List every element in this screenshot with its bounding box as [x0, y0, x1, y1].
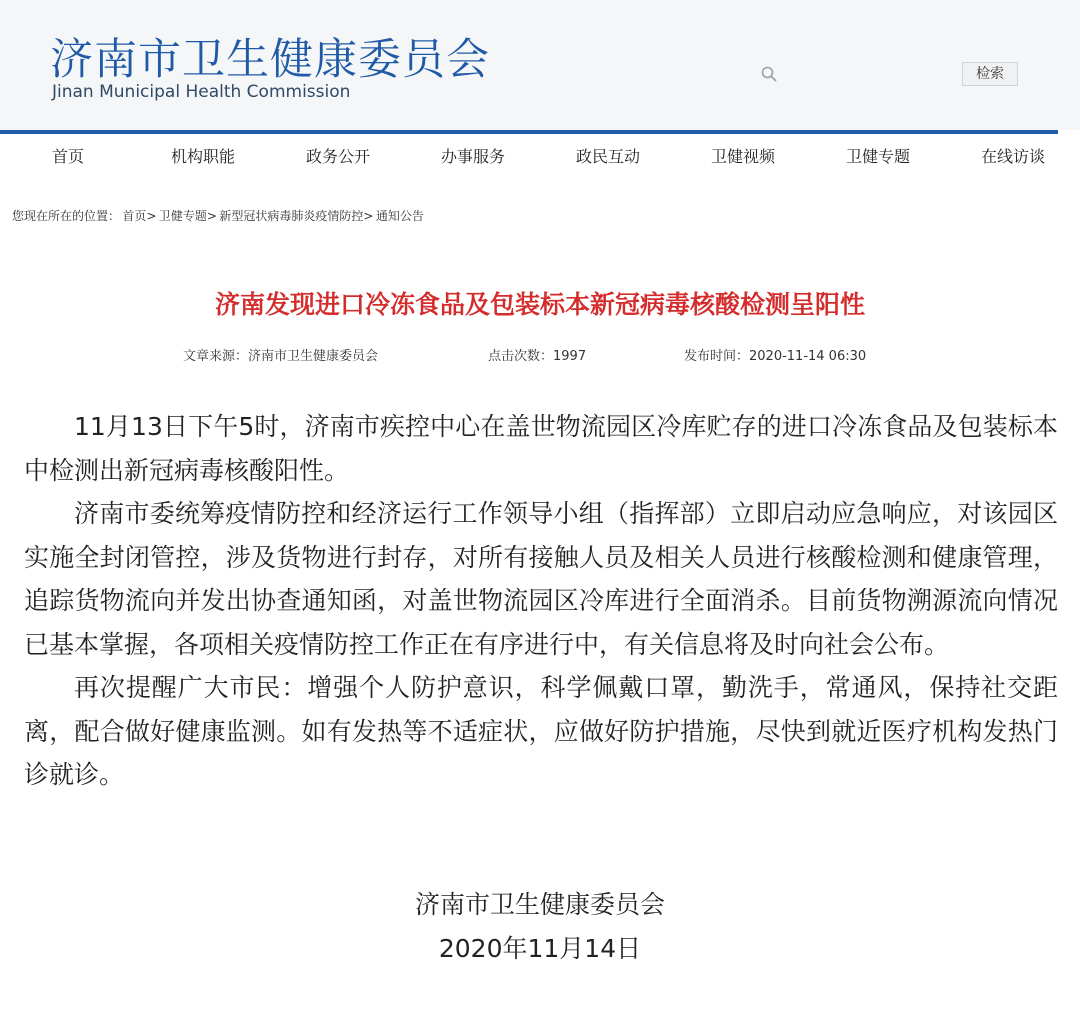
nav-item-functions[interactable]: 机构职能 — [170, 147, 235, 166]
article-signature — [0, 883, 1080, 971]
breadcrumb-separator: > — [363, 209, 374, 223]
article-paragraph: 济南市委统筹疫情防控和经济运行工作领导小组（指挥部）立即启动应急响应，对该园区实施全封闭管控，涉及货物进行封存，对所有接触人员及相关人员进行核酸检测和健康管理，追踪货物流向并发出协查通知函，对盖世物流园区冷库进行全面消杀。目前货物溯源流向情况已基本掌握，各项相关疫情防控工作正在有序进行中，有关信息将及时向社会公布。 — [24, 499, 1058, 659]
article-publish-time: 发布时间：2020-11-14 06:30 — [684, 349, 867, 364]
nav-item-services[interactable]: 办事服务 — [440, 147, 505, 166]
article-click-count: 点击次数：1997 — [488, 349, 587, 364]
article-paragraph: 再次提醒广大市民：增强个人防护意识，科学佩戴口罩，勤洗手，常通风，保持社交距离，配合做好健康监测。如有发热等不适症状，应做好防护措施，尽快到就近医疗机构发热门诊就诊。 — [24, 673, 1058, 789]
breadcrumb-item-topics[interactable]: 卫健专题 — [158, 209, 207, 223]
article-source: 文章来源：济南市卫生健康委员会 — [183, 349, 379, 364]
breadcrumb-item-home[interactable]: 首页 — [122, 209, 147, 223]
site-logo-chinese[interactable]: 济南市卫生健康委员会 — [50, 35, 490, 85]
nav-item-interaction[interactable]: 政民互动 — [575, 147, 640, 166]
nav-item-government-affairs[interactable]: 政务公开 — [305, 147, 370, 166]
article-body — [24, 405, 1058, 797]
nav-item-interviews[interactable]: 在线访谈 — [980, 147, 1045, 166]
breadcrumb-separator: > — [206, 209, 217, 223]
breadcrumb-item-covid-prevention[interactable]: 新型冠状病毒肺炎疫情防控 — [219, 209, 364, 223]
article-paragraph: 11月13日下午5时，济南市疾控中心在盖世物流园区冷库贮存的进口冷冻食品及包装标本中检测出新冠病毒核酸阳性。 — [24, 412, 1058, 485]
nav-item-videos[interactable]: 卫健视频 — [710, 147, 775, 166]
site-header — [0, 0, 1080, 130]
search-input[interactable] — [750, 60, 954, 92]
signature-organization: 济南市卫生健康委员会 — [414, 890, 665, 919]
breadcrumb-separator: > — [146, 209, 157, 223]
nav-item-home[interactable]: 首页 — [51, 147, 84, 166]
site-logo-english: Jinan Municipal Health Commission — [52, 82, 351, 102]
main-nav — [0, 134, 1080, 180]
article-title: 济南发现进口冷冻食品及包装标本新冠病毒核酸检测呈阳性 — [214, 290, 865, 319]
nav-item-topics[interactable]: 卫健专题 — [845, 147, 910, 166]
signature-date: 2020年11月14日 — [438, 934, 642, 963]
breadcrumb-item-notices[interactable]: 通知公告 — [375, 209, 424, 223]
breadcrumb-prefix: 您现在所在的位置： — [12, 209, 121, 223]
search-button[interactable]: 检索 — [962, 62, 1018, 86]
breadcrumb — [12, 207, 424, 224]
